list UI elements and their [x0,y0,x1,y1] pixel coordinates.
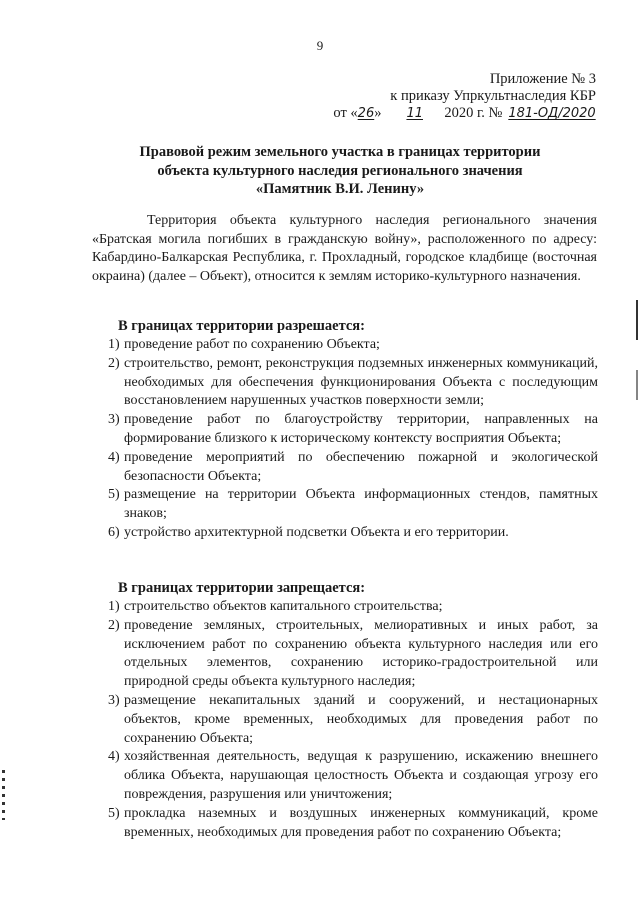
list-item: 2) проведение земляных, строительных, мелиоративных и иных работ, за исключением работ по сохранению объекта культурного наследия или его отдельных элементов, сохранению историко-градостроительной или природной среды объекта культурного наследия; [108,617,598,690]
list-item: 3) проведение работ по благоустройству территории, направленных на формирование близкого к историческому контексту восприятия Объекта; [108,412,598,446]
list-item: 1) строительство объектов капитального строительства; [108,599,443,614]
appendix-order-ref: к приказу Упркультнаследия КБР [390,88,596,104]
title-line-3: «Памятник В.И. Ленину» [255,181,425,197]
forbidden-list [108,598,598,842]
intro-paragraph: Территория объекта культурного наследия регионального значения «Братская могила погибших в гражданскую войну», расположенного по адресу: Кабардино-Балкарская Республика, г. Прохладный, городское кладбище (восточная окраина) (далее – Объект), относится к землям историко-культурного назначения. [92,213,597,284]
list-item: 2) строительство, ремонт, реконструкция подземных инженерных коммуникаций, необходимых для обеспечения функционирования Объекта с последующим восстановлением нарушенных участков поверхности земли; [108,355,598,409]
list-item: 5) размещение на территории Объекта информационных стендов, памятных знаков; [108,487,598,522]
list-item: 4) проведение мероприятий по обеспечению пожарной и экологической безопасности Объекта; [108,449,598,484]
list-item: 6) устройство архитектурной подсветки Объекта и его территории. [108,524,509,540]
title-line-2: объекта культурного наследия регионального значения [157,162,523,179]
allowed-heading: В границах территории разрешается: [118,318,365,334]
allowed-list [108,336,598,543]
handwritten-day: 26 [357,106,375,121]
list-item: 4) хозяйственная деятельность, ведущая к разрушению, искажению внешнего облика Объекта, нарушающая целостность Объекта и создающая угрозу его повреждения, разрушения или уничтожения; [108,749,598,802]
handwritten-order-number: 181-ОД/2020 [508,106,596,121]
list-item: 5) прокладка наземных и воздушных инженерных коммуникаций, кроме временных, необходимых для проведения работ по сохранению Объекта; [108,805,598,840]
scan-edge-mark [2,770,5,820]
list-item: 1) проведение работ по сохранению Объекта; [108,337,380,352]
date-prefix: от « [333,105,358,121]
list-item: 3) размещение некапитальных зданий и сооружений, и нестационарных объектов, кроме временных, необходимых для проведения работ по сохранению Объекта; [108,692,598,746]
page-number: 9 [316,38,324,53]
appendix-title: Приложение № 3 [489,71,596,87]
scan-edge-mark [636,300,638,340]
document-title [90,143,590,199]
year-label: 2020 г. № [444,105,503,121]
appendix-date-number [333,104,598,123]
handwritten-month: 11 [406,106,423,121]
date-close-quote: » [374,105,382,121]
title-line-1: Правовой режим земельного участка в границах территории [139,144,541,160]
forbidden-heading: В границах территории запрещается: [118,580,366,596]
scan-edge-mark [636,370,638,400]
